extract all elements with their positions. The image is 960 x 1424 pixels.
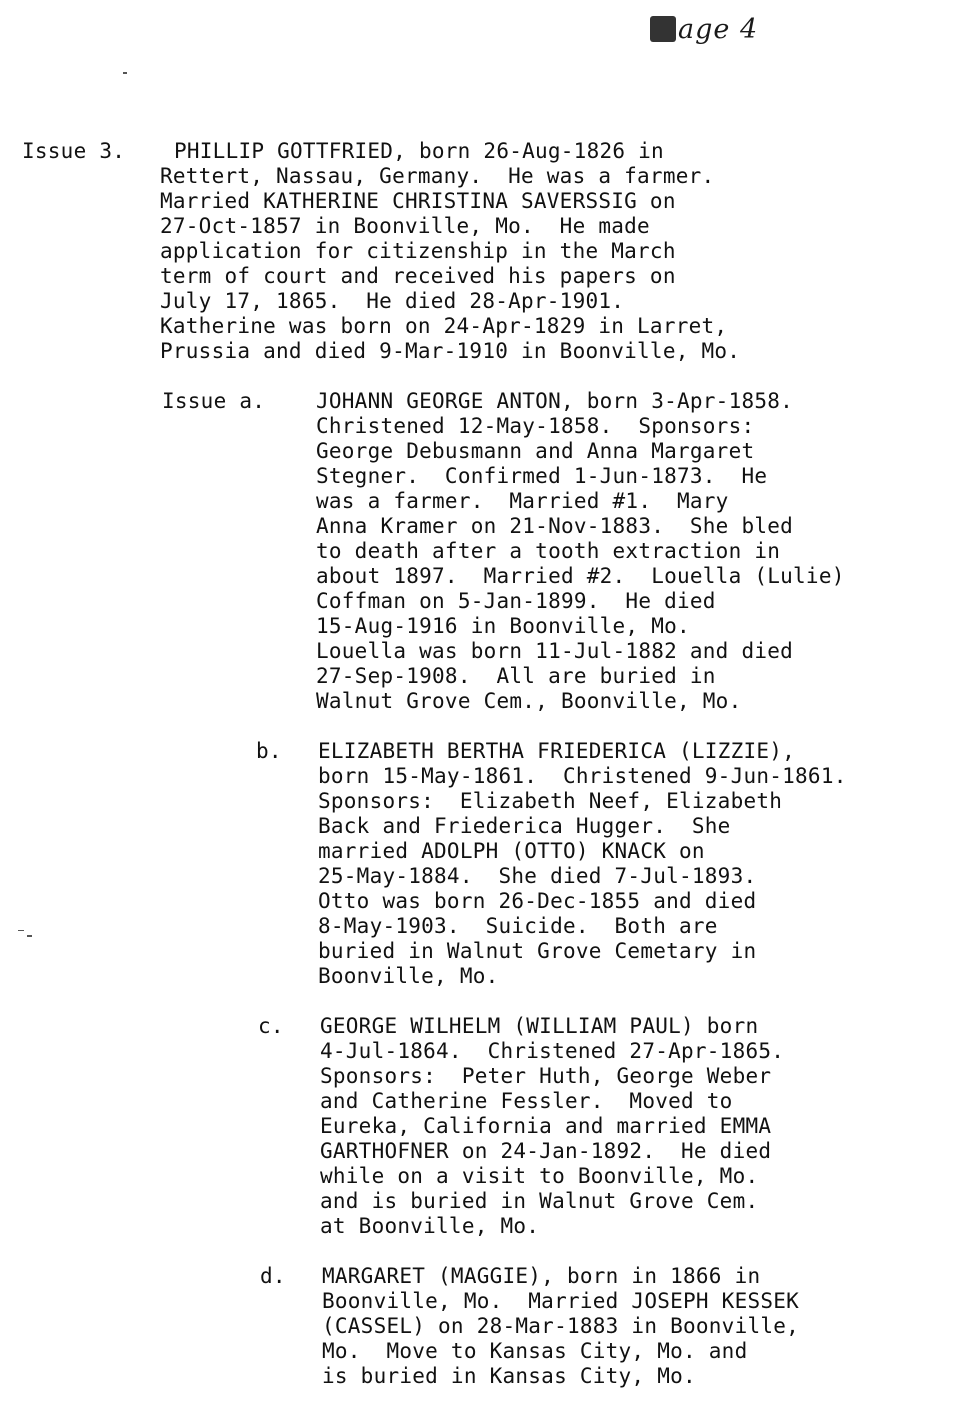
- child-a-line: Christened 12-May-1858. Sponsors:: [316, 414, 755, 438]
- scan-speck: [27, 935, 32, 937]
- child-a-line: about 1897. Married #2. Louella (Lulie): [316, 564, 845, 588]
- child-a-line: Louella was born 11-Jul-1882 and died: [316, 639, 794, 663]
- child-b-line: Back and Friederica Hugger. She: [318, 814, 731, 838]
- child-c-line: 4-Jul-1864. Christened 27-Apr-1865.: [320, 1039, 785, 1063]
- child-b-line: buried in Walnut Grove Cemetary in: [318, 939, 757, 963]
- child-b-line: 8-May-1903. Suicide. Both are: [318, 914, 718, 938]
- issue-3-line: Katherine was born on 24-Apr-1829 in Larret,: [160, 314, 728, 338]
- child-b-line: Sponsors: Elizabeth Neef, Elizabeth: [318, 789, 783, 813]
- issue-3-line: July 17, 1865. He died 28-Apr-1901.: [160, 289, 625, 313]
- scan-speck: [123, 72, 127, 74]
- child-b-line: Boonville, Mo.: [318, 964, 499, 988]
- child-a-line: Coffman on 5-Jan-1899. He died: [316, 589, 716, 613]
- issue-3-line: 27-Oct-1857 in Boonville, Mo. He made: [160, 214, 650, 238]
- ink-smudge: [650, 16, 676, 42]
- child-a-label: Issue a.: [162, 389, 266, 413]
- child-a-line: Anna Kramer on 21-Nov-1883. She bled: [316, 514, 794, 538]
- child-a-line: 15-Aug-1916 in Boonville, Mo.: [316, 614, 690, 638]
- scan-speck: [18, 930, 24, 931]
- child-d-line: MARGARET (MAGGIE), born in 1866 in: [322, 1264, 761, 1288]
- child-a-line: Stegner. Confirmed 1-Jun-1873. He: [316, 464, 768, 488]
- child-d-line: (CASSEL) on 28-Mar-1883 in Boonville,: [322, 1314, 800, 1338]
- child-d-label: d.: [260, 1264, 286, 1288]
- issue-3-line: Rettert, Nassau, Germany. He was a farmer.: [160, 164, 715, 188]
- issue-3-line: Married KATHERINE CHRISTINA SAVERSSIG on: [160, 189, 676, 213]
- child-d-line: Boonville, Mo. Married JOSEPH KESSEK: [322, 1289, 800, 1313]
- child-a-line: 27-Sep-1908. All are buried in: [316, 664, 716, 688]
- child-c-line: and is buried in Walnut Grove Cem.: [320, 1189, 759, 1213]
- child-c-line: at Boonville, Mo.: [320, 1214, 540, 1238]
- issue-3-line: Prussia and died 9-Mar-1910 in Boonville, Mo.: [160, 339, 741, 363]
- child-a-line: George Debusmann and Anna Margaret: [316, 439, 755, 463]
- child-a-line: Walnut Grove Cem., Boonville, Mo.: [316, 689, 742, 713]
- child-c-line: and Catherine Fessler. Moved to: [320, 1089, 733, 1113]
- child-c-line: GARTHOFNER on 24-Jan-1892. He died: [320, 1139, 772, 1163]
- child-b-line: born 15-May-1861. Christened 9-Jun-1861.: [318, 764, 847, 788]
- page-number-text: age 4: [678, 14, 759, 45]
- child-c-line: while on a visit to Boonville, Mo.: [320, 1164, 759, 1188]
- child-c-line: Eureka, California and married EMMA: [320, 1114, 772, 1138]
- issue-3-label: Issue 3.: [22, 139, 126, 163]
- child-a-line: to death after a tooth extraction in: [316, 539, 781, 563]
- issue-3-line: PHILLIP GOTTFRIED, born 26-Aug-1826 in: [174, 139, 664, 163]
- child-c-label: c.: [258, 1014, 284, 1038]
- child-b-line: 25-May-1884. She died 7-Jul-1893.: [318, 864, 757, 888]
- issue-3-line: application for citizenship in the March: [160, 239, 676, 263]
- child-c-line: GEORGE WILHELM (WILLIAM PAUL) born: [320, 1014, 759, 1038]
- child-a-line: JOHANN GEORGE ANTON, born 3-Apr-1858.: [316, 389, 794, 413]
- issue-3-line: term of court and received his papers on: [160, 264, 676, 288]
- child-d-line: Mo. Move to Kansas City, Mo. and: [322, 1339, 748, 1363]
- child-b-line: married ADOLPH (OTTO) KNACK on: [318, 839, 705, 863]
- child-a-line: was a farmer. Married #1. Mary: [316, 489, 729, 513]
- page-number: [650, 14, 758, 45]
- child-b-label: b.: [256, 739, 282, 763]
- child-d-line: is buried in Kansas City, Mo.: [322, 1364, 696, 1388]
- child-b-line: ELIZABETH BERTHA FRIEDERICA (LIZZIE),: [318, 739, 796, 763]
- child-b-line: Otto was born 26-Dec-1855 and died: [318, 889, 757, 913]
- child-c-line: Sponsors: Peter Huth, George Weber: [320, 1064, 772, 1088]
